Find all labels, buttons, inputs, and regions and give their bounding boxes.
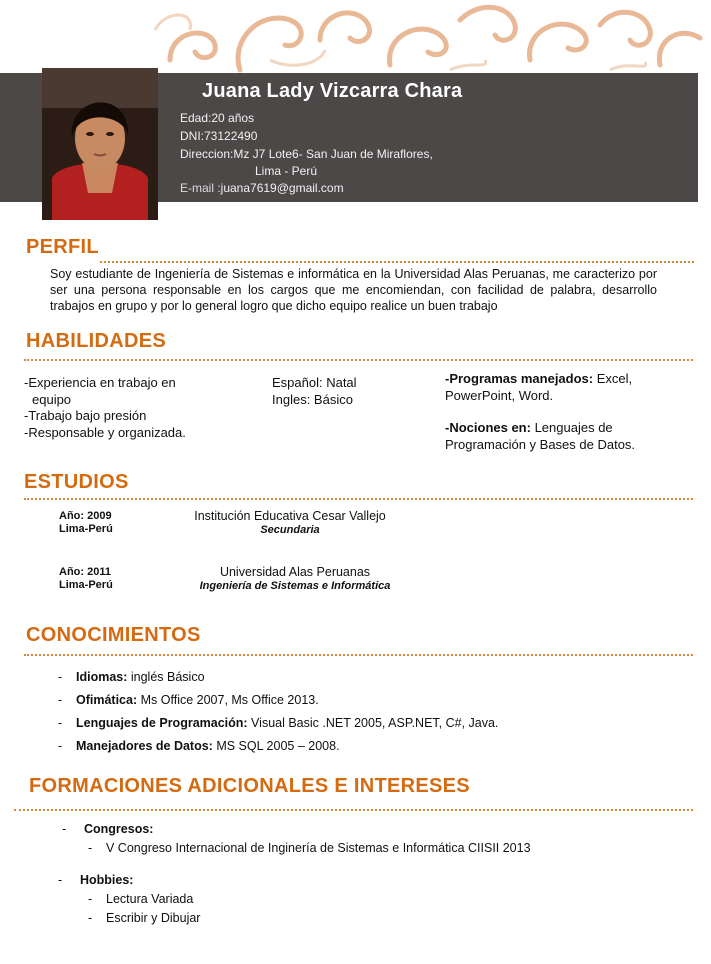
programas-label: -Programas manejados: — [445, 371, 594, 386]
study-year: Año: 2009 — [59, 510, 112, 522]
formaciones-divider — [14, 809, 693, 811]
skill-item: -Trabajo bajo presión — [24, 408, 147, 423]
dni: DNI:73122490 — [180, 129, 258, 143]
email-value: juana7619@gmail.com — [220, 181, 344, 195]
study-institution: Institución Educativa Cesar Vallejo — [194, 509, 386, 523]
conocimientos-title: CONOCIMIENTOS — [26, 624, 201, 646]
age: Edad:20 años — [180, 111, 255, 125]
congresos-label: Congresos: — [84, 822, 154, 836]
knowledge-item: - Lenguajes de Programación: Visual Basic .NET 2005, ASP.NET, C#, Java. — [58, 716, 499, 730]
study-institution: Universidad Alas Peruanas — [219, 565, 371, 579]
study-institution-block — [180, 509, 400, 537]
study-year-place — [59, 510, 113, 536]
conocimientos-divider — [24, 654, 693, 656]
study-year: Año: 2011 — [59, 566, 111, 578]
hobby-text: Lectura Variada — [106, 892, 194, 906]
address-line-2: Lima - Perú — [255, 164, 318, 178]
full-name: Juana Lady Vizcarra Chara — [202, 80, 463, 102]
knowledge-item: - Ofimática: Ms Office 2007, Ms Office 2013. — [58, 693, 319, 707]
study-institution-block — [180, 565, 410, 593]
estudios-title: ESTUDIOS — [24, 471, 129, 493]
knowledge-label: Ofimática: — [76, 693, 138, 707]
languages-column — [272, 375, 357, 408]
perfil-text: Soy estudiante de Ingeniería de Sistemas e informática en la Universidad Alas Peruanas, me caracterizo por ser una persona responsable en los cargos que me encomiendan, con facilidad de palabra, desarrollo trabajos en grupo y por lo general logro que dicho equipo realice un buen trabajo — [50, 267, 657, 313]
study-year-place — [59, 566, 113, 592]
estudios-divider — [24, 498, 693, 500]
address-line-1: Direccion:Mz J7 Lote6- San Juan de Miraflores, — [180, 147, 433, 161]
habilidades-divider — [24, 359, 693, 361]
knowledge-label: Idiomas: — [76, 670, 128, 684]
hobbies-heading: - Hobbies: — [58, 873, 134, 887]
language-item: Español: Natal — [272, 375, 357, 390]
decorative-swirls — [150, 0, 710, 75]
hobbies-label: Hobbies: — [80, 873, 134, 887]
study-place: Lima-Perú — [59, 579, 113, 591]
congreso-text: V Congreso Internacional de Inginería de Sistemas e Informática CIISII 2013 — [106, 841, 531, 855]
email — [180, 181, 344, 195]
programas-block — [445, 371, 685, 404]
skill-item: -Responsable y organizada. — [24, 424, 186, 440]
study-place: Lima-Perú — [59, 523, 113, 535]
congresos-heading: - Congresos: — [62, 822, 154, 836]
nociones-block — [445, 420, 685, 453]
congreso-item: - V Congreso Internacional de Inginería de Sistemas e Informática CIISII 2013 — [88, 841, 531, 855]
perfil-divider — [100, 261, 694, 263]
language-item: Ingles: Básico — [272, 391, 353, 407]
study-degree: Secundaria — [260, 524, 320, 536]
skill-item: equipo — [32, 391, 72, 407]
knowledge-item: - Manejadores de Datos: MS SQL 2005 – 2008. — [58, 739, 340, 753]
nociones-value: Lenguajes de Programación y Bases de Datos. — [445, 420, 636, 452]
email-label: E-mail : — [180, 181, 221, 195]
knowledge-value: MS SQL 2005 – 2008. — [212, 739, 340, 753]
knowledge-label: Lenguajes de Programación: — [76, 716, 248, 730]
knowledge-label: Manejadores de Datos: — [76, 739, 213, 753]
hobby-item: - Escribir y Dibujar — [88, 911, 201, 925]
knowledge-value: Visual Basic .NET 2005, ASP.NET, C#, Java. — [247, 716, 499, 730]
knowledge-value: inglés Básico — [127, 670, 205, 684]
hobby-item: - Lectura Variada — [88, 892, 194, 906]
nociones-label: -Nociones en: — [445, 420, 531, 435]
skill-item: -Experiencia en trabajo en — [24, 375, 176, 390]
programas-value: Excel, PowerPoint, Word. — [445, 371, 633, 403]
formaciones-title: FORMACIONES ADICIONALES E INTERESES — [29, 775, 470, 797]
study-degree: Ingeniería de Sistemas e Informática — [199, 580, 391, 592]
habilidades-title: HABILIDADES — [26, 330, 166, 352]
skills-column-1 — [24, 375, 186, 441]
knowledge-item: - Idiomas: inglés Básico — [58, 670, 205, 684]
profile-photo — [42, 68, 158, 220]
perfil-title: PERFIL — [26, 236, 99, 258]
knowledge-value: Ms Office 2007, Ms Office 2013. — [137, 693, 319, 707]
hobby-text: Escribir y Dibujar — [106, 911, 201, 925]
